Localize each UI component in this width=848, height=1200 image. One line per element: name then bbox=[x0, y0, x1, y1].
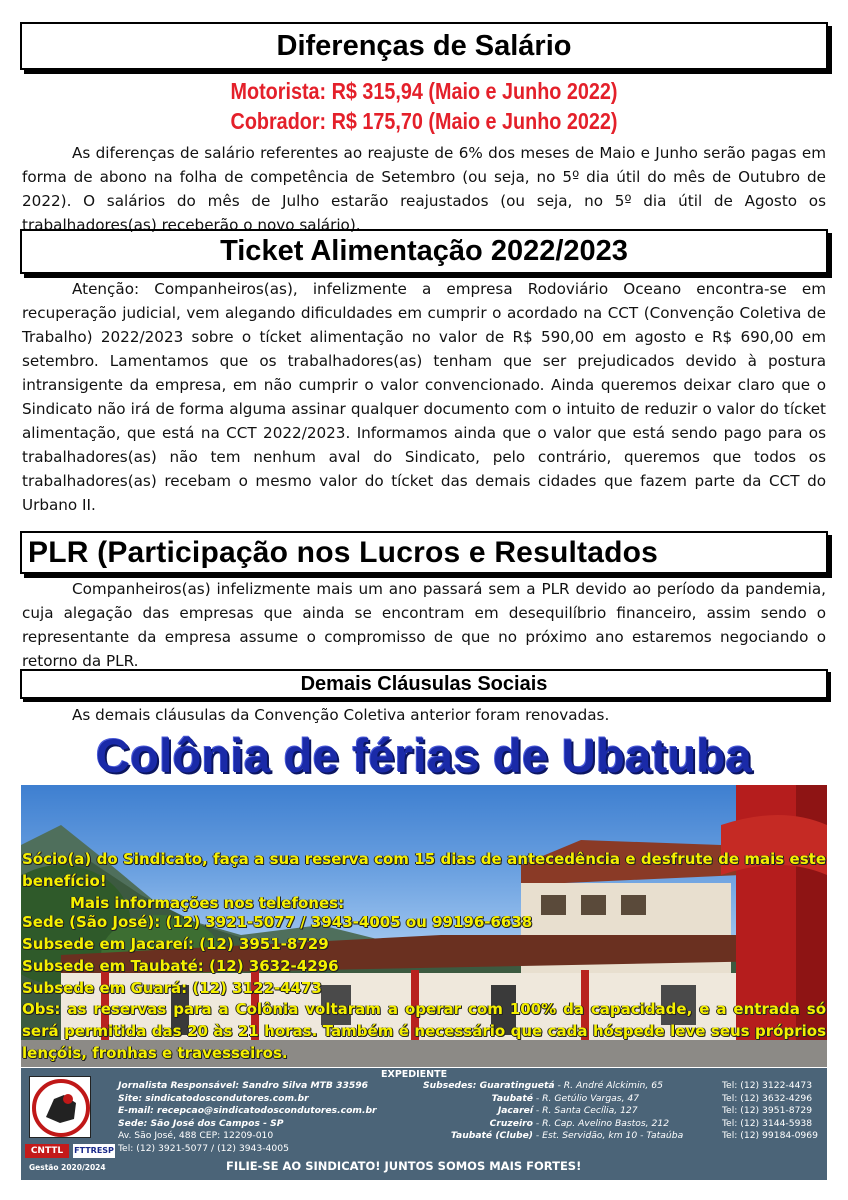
subsede-addr: - R. Santa Cecília, 127 bbox=[535, 1105, 638, 1117]
site-text: Site: sindicatodoscondutores.com.br bbox=[118, 1092, 309, 1104]
subsede-row bbox=[423, 1105, 823, 1118]
subsede-row bbox=[423, 1118, 823, 1131]
cobrador-value: Cobrador: R$ 175,70 (Maio e Junho 2022) bbox=[230, 108, 618, 134]
subsede-tel: Tel: (12) 3122-4473 bbox=[722, 1080, 813, 1091]
subsede-label: Subsedes: Guaratinguetá bbox=[423, 1080, 555, 1091]
plr-text: Companheiros(as) infelizmente mais um ano passará sem a PLR devido ao período da pandemia, cuja alegação das empresas que ainda se encontram em desequilíbrio financeiro, assim sendo o representante da empresa assume o compromisso de que no próximo ano estaremos negociando o retorno da PLR. bbox=[22, 580, 826, 670]
sede-label bbox=[118, 1118, 283, 1131]
colonia-line1: Sócio(a) do Sindicato, faça a sua reserva com 15 dias de antecedência e desfrute de mais este benefício! bbox=[22, 850, 826, 890]
sede-telefone: Tel: (12) 3921-5077 / (12) 3943-4005 bbox=[118, 1143, 289, 1154]
slogan: FILIE-SE AO SINDICATO! JUNTOS SOMOS MAIS FORTES! bbox=[226, 1159, 582, 1173]
heading-plr: PLR (Participação nos Lucros e Resultados bbox=[20, 531, 828, 574]
email bbox=[118, 1105, 377, 1118]
clausulas-text: As demais cláusulas da Convenção Coletiva anterior foram renovadas. bbox=[72, 706, 610, 724]
colonia-guara: Subsede em Guará: (12) 3122-4473 bbox=[22, 979, 322, 997]
subsede-label: Cruzeiro bbox=[489, 1117, 533, 1129]
subsede-label: Taubaté bbox=[491, 1092, 533, 1104]
sede-endereco: Av. São José, 488 CEP: 12209-010 bbox=[118, 1130, 274, 1142]
heading-clausulas: Demais Cláusulas Sociais bbox=[20, 669, 828, 699]
colonia-taubate: Subsede em Taubaté: (12) 3632-4296 bbox=[22, 957, 339, 975]
motorista-value: Motorista: R$ 315,94 (Maio e Junho 2022) bbox=[230, 78, 618, 104]
diferencas-text: As diferenças de salário referentes ao reajuste de 6% dos meses de Maio e Junho serão pagas em forma de abono na folha de competência de Setembro (ou seja, no 5º dia útil do mês de Outubro de 2022). O salários do mês de Julho estarão reajustados (ou seja, no 5º dia útil de Agosto os trabalhadores(as) receberão o novo salário). bbox=[22, 144, 826, 234]
colonia-sede: Sede (São José): (12) 3921-5077 / 3943-4005 ou 99196-6638 bbox=[22, 913, 533, 931]
fttresp-logo: FTTRESP bbox=[73, 1144, 115, 1158]
subsede-tel: Tel: (12) 3632-4296 bbox=[722, 1092, 813, 1104]
jornalista bbox=[118, 1080, 368, 1093]
colonia-obs: Obs: as reservas para a Colônia voltaram a operar com 100% da capacidade, e a entrada só será permitida das 20 às 21 horas. Também é necessário que cada hóspede leve seus próprios lençóis, fronhas e travesseiros. bbox=[22, 1000, 826, 1062]
expediente-footer bbox=[21, 1068, 827, 1180]
subsede-addr: - R. Getúlio Vargas, 47 bbox=[535, 1092, 640, 1104]
colonia-line2: Mais informações nos telefones: bbox=[70, 894, 345, 912]
sindicato-logo bbox=[29, 1076, 91, 1138]
heading-ticket: Ticket Alimentação 2022/2023 bbox=[20, 229, 828, 274]
subsede-label: Jacareí bbox=[497, 1105, 533, 1117]
colonia-title: Colônia de férias de Ubatuba bbox=[95, 729, 753, 782]
subsede-tel: Tel: (12) 3144-5938 bbox=[722, 1117, 813, 1129]
subsede-tel: Tel: (12) 99184-0969 bbox=[722, 1130, 818, 1142]
subsede-addr: - R. Cap. Avelino Bastos, 212 bbox=[535, 1117, 670, 1129]
colonia-jacarei: Subsede em Jacareí: (12) 3951-8729 bbox=[22, 935, 329, 953]
site bbox=[118, 1093, 309, 1106]
jornalista-text: Jornalista Responsável: Sandro Silva MTB 33596 bbox=[118, 1080, 369, 1091]
email-text: E-mail: recepcao@sindicatodoscondutores.com.br bbox=[118, 1105, 377, 1117]
cnttl-logo: CNTTL bbox=[25, 1144, 69, 1158]
subsede-addr: - Est. Servidão, km 10 - Tataúba bbox=[535, 1130, 684, 1142]
subsede-row bbox=[423, 1093, 823, 1106]
sindicato-logo-graphic bbox=[30, 1077, 92, 1139]
gestao-label: Gestão 2020/2024 bbox=[29, 1163, 106, 1172]
subsede-label: Taubaté (Clube) bbox=[450, 1130, 533, 1142]
subsede-tel: Tel: (12) 3951-8729 bbox=[722, 1105, 813, 1117]
ticket-text: Atenção: Companheiros(as), infelizmente a empresa Rodoviário Oceano encontra-se em recuperação judicial, vem alegando dificuldades em cumprir o acordado na CCT (Convenção Coletiva de Trabalho) 2022/2023 sobre o tícket alimentação no valor de R$ 590,00 em agosto e R$ 690,00 em setembro. Lamentamos que os trabalhadores(as) tenham que ser prejudicados devido à postura intransigente da empresa, em não cumprir o valor convencionado. Ainda queremos deixar claro que o Sindicato não irá de forma alguma assinar qualquer documento com o intuito de reduzir o valor do tícket alimentação, que está na CCT 2022/2023. Informamos ainda que o valor que está sendo pago para os trabalhadores(as) não tem nenhum aval do Sindicato, pelo contrário, queremos que todos os trabalhadores(as) recebam o mesmo valor do tícket das demais cidades que fazem parte da CCT do Urbano II. bbox=[22, 280, 826, 514]
subsede-addr: - R. André Alckimin, 65 bbox=[557, 1080, 663, 1091]
subsede-row bbox=[423, 1130, 823, 1143]
expediente-label: EXPEDIENTE bbox=[381, 1069, 448, 1080]
sede-label-text: Sede: São José dos Campos - SP bbox=[118, 1117, 284, 1129]
heading-diferencas: Diferenças de Salário bbox=[20, 22, 828, 70]
subsede-row bbox=[423, 1080, 823, 1093]
